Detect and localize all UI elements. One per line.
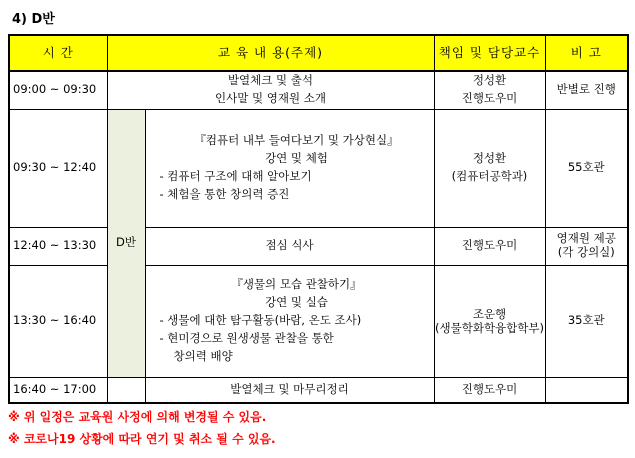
time-cell: 13:30 ~ 16:40 [9, 265, 107, 377]
time-cell: 12:40 ~ 13:30 [9, 227, 107, 265]
person-cell: 진행도우미 [434, 227, 545, 265]
content-bullet: - 컴퓨터 구조에 대해 알아보기 [159, 169, 312, 183]
header-content: 교 육 내 용(주제) [107, 35, 434, 71]
note-covid: ※ 코로나19 상황에 따라 연기 및 취소 될 수 있음. [8, 432, 276, 446]
person-cell [434, 265, 545, 377]
section-title: 4) D반 [12, 12, 55, 27]
note-cell: 반별로 진행 [545, 71, 628, 109]
content-line: 인사말 및 영재원 소개 [215, 91, 326, 106]
content-cell: 점심 식사 [145, 227, 434, 265]
content-bullet: - 체험을 통한 창의력 증진 [159, 186, 290, 201]
content-cell [107, 71, 434, 109]
content-line: 발열체크 및 출석 [227, 73, 314, 88]
content-bullet: - 현미경으로 원생생물 관찰을 통한 [159, 330, 334, 345]
person-dept: (생물학화학융합학부) [435, 321, 544, 335]
note-cell: 35호관 [545, 265, 628, 377]
content-title: 『컴퓨터 내부 들여다보기 및 가상현실』 [194, 133, 399, 148]
person-cell: 진행도우미 [434, 377, 545, 403]
note-cell [545, 377, 628, 403]
table-row [9, 265, 628, 377]
content-subtitle: 강연 및 체험 [265, 151, 328, 166]
table-row [9, 71, 628, 109]
person-cell [434, 109, 545, 227]
person-cell [434, 71, 545, 109]
content-subtitle: 강연 및 실습 [265, 295, 328, 310]
person-dept: (컴퓨터공학과) [451, 169, 528, 183]
person-name: 정성환 [472, 73, 507, 88]
note-line: (각 강의실) [557, 245, 615, 259]
content-cell [145, 265, 434, 377]
table-row [9, 227, 628, 265]
group-label: D반 [107, 109, 145, 377]
notes-block [8, 406, 276, 450]
header-time: 시 간 [9, 35, 107, 71]
header-row [9, 35, 628, 71]
time-cell: 09:00 ~ 09:30 [9, 71, 107, 109]
empty-cell [107, 377, 145, 403]
content-bullet: - 생물에 대한 탐구활동(바람, 온도 조사) [159, 313, 362, 328]
content-title: 『생물의 모습 관찰하기』 [231, 277, 362, 292]
note-line: 영재원 제공 [556, 231, 616, 246]
content-cell: 발열체크 및 마무리정리 [145, 377, 434, 403]
time-cell: 09:30 ~ 12:40 [9, 109, 107, 227]
content-bullet-continuation: 창의력 배양 [173, 348, 233, 363]
note-cell [545, 227, 628, 265]
table-row [9, 109, 628, 227]
header-person: 책임 및 담당교수 [434, 35, 545, 71]
table-row [9, 377, 628, 403]
person-role: 진행도우미 [461, 91, 518, 106]
time-cell: 16:40 ~ 17:00 [9, 377, 107, 403]
person-name: 조운행 [472, 306, 507, 321]
header-note: 비 고 [545, 35, 628, 71]
schedule-table [8, 34, 629, 404]
person-name: 정성환 [472, 151, 507, 166]
content-cell [145, 109, 434, 227]
note-change: ※ 위 일정은 교육원 사정에 의해 변경될 수 있음. [8, 410, 267, 424]
note-cell: 55호관 [545, 109, 628, 227]
